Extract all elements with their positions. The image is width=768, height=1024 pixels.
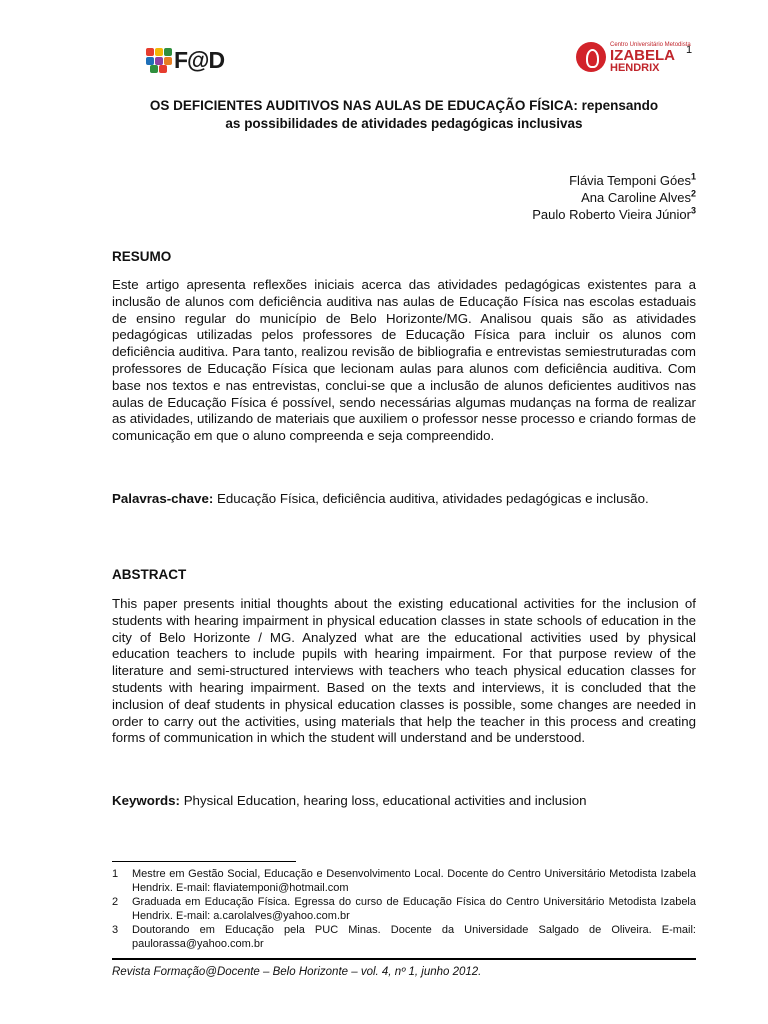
journal-footer: Revista Formação@Docente – Belo Horizonte – vol. 4, nº 1, junho 2012.	[112, 966, 482, 978]
resumo-text: Este artigo apresenta reflexões iniciais acerca das atividades pedagógicas existentes para a inclusão de alunos com deficiência auditiva nas aulas de Educação Física nas escolas estaduais de ensino regular do município de Belo Horizonte/MG. Analisou quais são as atividades pedagógicas utilizadas pelos professores de Educação Física para incluir os alunos com deficiência auditiva. Para tanto, realizou revisão de bibliografia e entrevistas semiestruturadas com professores de Educação Física que lecionam aulas para alunos com deficiência auditiva. Com base nos textos e nas entrevistas, conclui-se que a inclusão de alunos deficientes auditivos nas aulas de Educação Física é possível, sendo necessárias algumas mudanças na forma de realizar as atividades, utilizando de materiais que auxiliem o professor nesse processo e criando formas de comunicação em que o aluno compreenda e seja compreendido.	[112, 277, 696, 444]
abstract-heading: ABSTRACT	[112, 567, 187, 582]
izabela-hendrix-emblem-icon	[576, 42, 606, 72]
author	[532, 172, 696, 189]
footnote	[112, 895, 696, 923]
author-footnote-mark: 2	[690, 188, 696, 199]
fad-logo	[146, 46, 228, 74]
izabela-hendrix-logo	[576, 40, 696, 76]
logo-name-line2: HENDRIX	[610, 62, 660, 74]
author	[532, 206, 696, 223]
page-number: 1	[686, 44, 693, 56]
footer-divider	[112, 958, 696, 960]
footnote-number: 2	[112, 896, 119, 908]
abstract-keywords-value: Physical Education, hearing loss, educational activities and inclusion	[183, 793, 587, 808]
logo-name-line1: IZABELA	[610, 47, 675, 64]
footnote	[112, 867, 696, 895]
author	[532, 189, 696, 206]
abstract-keywords	[112, 793, 696, 810]
footnote-number: 1	[112, 868, 119, 880]
logo-tagline: Centro Universitário Metodista	[610, 42, 691, 48]
paper-title-line2: as possibilidades de atividades pedagógicas inclusivas	[225, 116, 583, 131]
author-name: Ana Caroline Alves	[581, 190, 691, 205]
footnote-text: Graduada em Educação Física. Egressa do curso de Educação Física do Centro Universitário Metodista Izabela Hendrix. E-mail: a.carolalves@yahoo.com.br	[132, 896, 696, 922]
author-name: Paulo Roberto Vieira Júnior	[532, 207, 691, 222]
resumo-keywords-label: Palavras-chave:	[112, 491, 214, 506]
footnote-divider	[112, 861, 296, 862]
resumo-keywords	[112, 491, 696, 508]
author-list	[532, 172, 696, 223]
author-footnote-mark: 3	[690, 205, 696, 216]
paper-title	[112, 97, 696, 133]
footnote	[112, 923, 696, 951]
puzzle-icon	[146, 48, 172, 72]
footnote-text: Doutorando em Educação pela PUC Minas. Docente da Universidade Salgado de Oliveira. E-mail: paulorassa@yahoo.com.br	[132, 924, 696, 950]
resumo-keywords-value: Educação Física, deficiência auditiva, atividades pedagógicas e inclusão.	[216, 491, 649, 506]
author-footnote-mark: 1	[690, 171, 696, 182]
fad-logo-wordmark: F@D	[174, 47, 225, 73]
footnote-text: Mestre em Gestão Social, Educação e Desenvolvimento Local. Docente do Centro Universitário Metodista Izabela Hendrix. E-mail: flaviatemponi@hotmail.com	[132, 868, 696, 894]
author-name: Flávia Temponi Góes	[569, 173, 691, 188]
footnote-number: 3	[112, 924, 119, 936]
resumo-heading: RESUMO	[112, 249, 172, 264]
footnotes	[112, 867, 696, 951]
abstract-text: This paper presents initial thoughts about the existing educational activities for the inclusion of students with hearing impairment in physical education classes in state schools of education in the city of Belo Horizonte / MG. Analyzed what are the educational activities used by physical education teachers to include pupils with hearing impairment. For that purpose review of the literature and semi-structured interviews with teachers who teach physical education classes for students with hearing impairment. Based on the texts and interviews, it is concluded that the inclusion of deaf students in physical education classes is possible, some changes are needed in order to carry out the activities, using materials that help the teacher in this process and creating forms of communication in which the student will understand and be understood.	[112, 596, 696, 746]
abstract-keywords-label: Keywords:	[112, 793, 180, 808]
paper-title-line1: OS DEFICIENTES AUDITIVOS NAS AULAS DE EDUCAÇÃO FÍSICA: repensando	[149, 98, 659, 113]
